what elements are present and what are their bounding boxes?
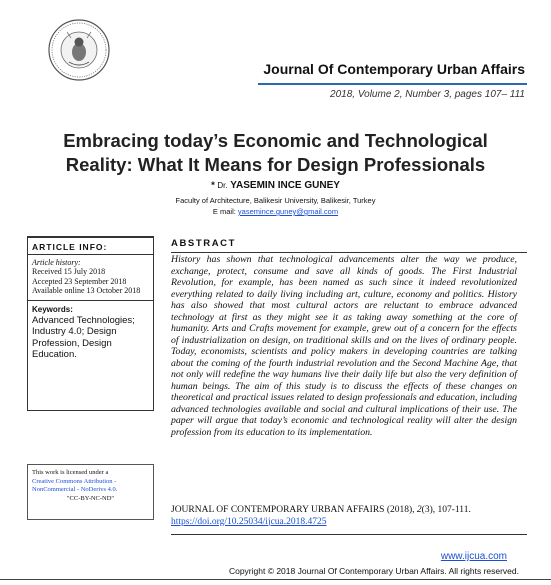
author-email-link[interactable]: yasemince.guney@gmail.com (237, 207, 339, 216)
title-line-2: Reality: What It Means for Design Professionals (65, 154, 486, 175)
title-line-1: Embracing today’s Economic and Technological (63, 130, 488, 151)
issue-citation: 2018, Volume 2, Number 3, pages 107– 111 (330, 89, 525, 100)
journal-name: Journal Of Contemporary Urban Affairs (263, 61, 525, 77)
citation-reference (171, 505, 517, 528)
journal-seal-logo (47, 18, 111, 82)
header-rule (258, 83, 527, 85)
received-date: Received 15 July 2018 (32, 267, 106, 276)
corresponding-mark: * (211, 180, 215, 191)
footer-rule (0, 579, 551, 580)
article-title (20, 129, 531, 177)
abstract-heading: ABSTRACT (171, 238, 527, 253)
license-box (27, 464, 154, 520)
copyright-notice: Copyright © 2018 Journal Of Contemporary Urban Affairs. All rights reserved. (228, 566, 519, 576)
article-info-heading: ARTICLE INFO: (28, 242, 153, 255)
author-line (0, 180, 551, 191)
author-prefix: Dr. (217, 181, 228, 190)
author-name: YASEMIN INCE GUNEY (230, 180, 340, 191)
email-label: E mail: (212, 207, 236, 216)
author-affiliation: Faculty of Architecture, Balikesir University, Balikesir, Turkey (175, 196, 376, 205)
reference-volume: 2 (416, 505, 422, 515)
reference-text: JOURNAL OF CONTEMPORARY URBAN AFFAIRS (2018), (171, 505, 417, 515)
abstract-divider (171, 534, 527, 535)
license-link[interactable]: Creative Commons Attribution - NonCommercial - NoDerivs 4.0. (32, 477, 118, 493)
keywords-list: Advanced Technologies; Industry 4.0; Design Profession, Design Education. (32, 314, 135, 360)
license-short: "CC-BY-NC-ND" (66, 494, 115, 502)
license-text: This work is licensed under a (32, 469, 109, 476)
available-date: Available online 13 October 2018 (32, 286, 141, 295)
reference-issue-pages: (3), 107-111. (421, 505, 471, 515)
history-label: Article history: (32, 258, 81, 267)
article-info-box (27, 236, 154, 411)
abstract-text: History has shown that technological advancements alter the way we produce, exchange, protect, consume and save all kinds of goods. The First Industrial Revolution, for example, has been named as such since it indeed revolutionized everything related to daily living including art, culture, economy and politics. History has also showed that most cultural actors are reluctant to embrace advanced technology at first as they might see it as taking away something at the core of humanity. Arts and Crafts movement for example, grew out of a concern for the effects of industrialization on design, on traditional skills and on the lives of ordinary people. Today, economists, scientists and policy makers in developing countries are talking about the coming of the fourth industrial revolution and the Second Machine Age, that not only will redefine the way humans live their daily life but also the very definition of human beings. The aim of this study is to discuss the effects of these changes on theoretical and practical issues related to design professionals and education, including advanced technologies available and social and cultural implications of their use. The paper will argue that today’s economic and technological reality will alter the design profession from its education to its implementation. (171, 254, 517, 438)
info-divider (28, 300, 153, 301)
journal-website-link[interactable]: www.ijcua.com (440, 551, 507, 562)
keywords-label: Keywords: (32, 304, 73, 314)
doi-link[interactable]: https://doi.org/10.25034/ijcua.2018.4725 (171, 516, 327, 527)
accepted-date: Accepted 23 September 2018 (32, 276, 127, 286)
author-email-line (0, 207, 551, 216)
